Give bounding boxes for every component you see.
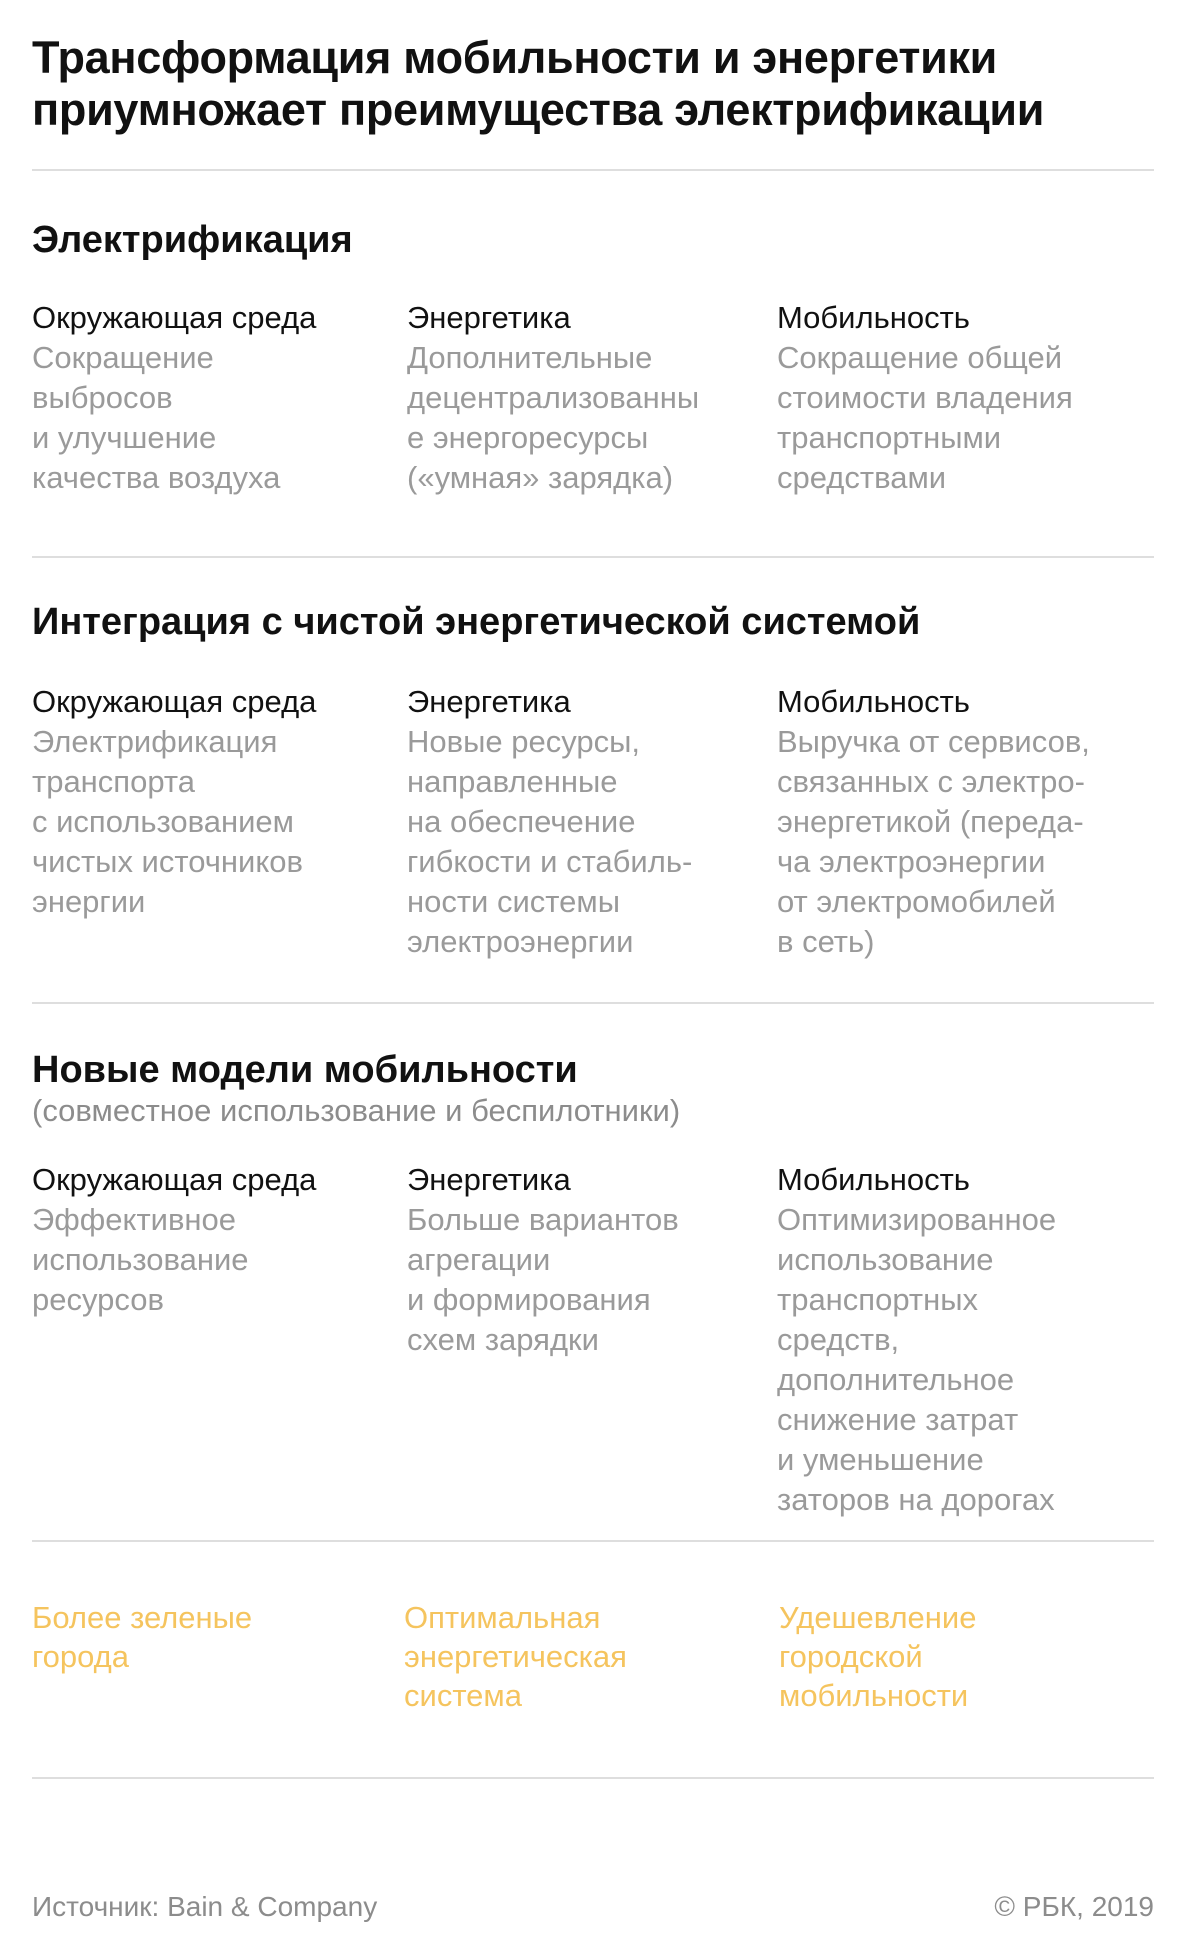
column-text: Сокращение выбросов и улучшение качества воздуха [32, 340, 281, 495]
divider [32, 1540, 1154, 1542]
section-electrification [32, 218, 1154, 508]
column-heading: Окружающая среда [32, 1162, 317, 1197]
column-heading: Энергетика [407, 684, 571, 719]
outcomes [32, 1598, 1154, 1723]
section-columns [32, 298, 1154, 508]
outcome-text: Более зеленые города [32, 1600, 253, 1674]
section-title: Электрификация [32, 219, 353, 261]
divider [32, 1002, 1154, 1004]
outcome-text: Удешевление городской мобильности [779, 1600, 977, 1713]
section-columns [32, 682, 1154, 959]
outcome-greener-cities [32, 1598, 392, 1676]
content [32, 30, 1154, 1779]
source-note: Источник: Bain & Company [32, 1891, 378, 1922]
column-text: Новые ресурсы, направленные на обеспечение гибкости и стабиль- ности системы электроэнергии [407, 724, 693, 959]
column-heading: Окружающая среда [32, 300, 317, 335]
divider [32, 169, 1154, 171]
column-heading: Мобильность [777, 300, 970, 335]
column-text: Больше вариантов агрегации и формирования схем зарядки [407, 1202, 679, 1357]
column-heading: Мобильность [777, 1162, 970, 1197]
column-energy [407, 682, 752, 962]
column-text: Дополнительные децентрализованны е энергоресурсы («умная» зарядка) [407, 340, 700, 495]
column-mobility [777, 682, 1154, 962]
divider [32, 556, 1154, 558]
column-text: Оптимизированное использование транспортных средств, дополнительное снижение затрат и уменьшение заторов на дорогах [777, 1202, 1057, 1517]
page-title: Трансформация мобильности и энергетики приумножает преимущества электрификации [32, 32, 1045, 135]
column-text: Эффективное использование ресурсов [32, 1202, 249, 1317]
section-title: Интеграция с чистой энергетической системой [32, 601, 921, 643]
outcome-cheaper-urban-mobility [779, 1598, 1156, 1715]
column-heading: Энергетика [407, 1162, 571, 1197]
column-environment [32, 1160, 392, 1320]
column-environment [32, 682, 392, 922]
outcome-text: Оптимальная энергетическая система [404, 1600, 627, 1713]
column-text: Электрификация транспорта с использованием чистых источников энергии [32, 724, 303, 919]
column-heading: Окружающая среда [32, 684, 317, 719]
outcome-optimal-energy-system [404, 1598, 749, 1715]
column-energy [407, 1160, 752, 1360]
column-environment [32, 298, 392, 498]
column-text: Выручка от сервисов, связанных с электро- энергетикой (переда- ча электроэнергии от электромобилей в сеть) [777, 724, 1090, 959]
divider [32, 1777, 1154, 1779]
column-heading: Энергетика [407, 300, 571, 335]
section-clean-energy-integration [32, 600, 1154, 959]
section-subtitle: (совместное использование и беспилотники) [32, 1093, 681, 1128]
section-title: Новые модели мобильности [32, 1049, 578, 1091]
column-heading: Мобильность [777, 684, 970, 719]
column-text: Сокращение общей стоимости владения транспортными средствами [777, 340, 1073, 495]
column-mobility [777, 1160, 1154, 1520]
column-energy [407, 298, 752, 498]
column-mobility [777, 298, 1154, 498]
copyright: © РБК, 2019 [994, 1891, 1154, 1922]
section-columns [32, 1160, 1154, 1517]
section-new-mobility-models [32, 1048, 1154, 1517]
